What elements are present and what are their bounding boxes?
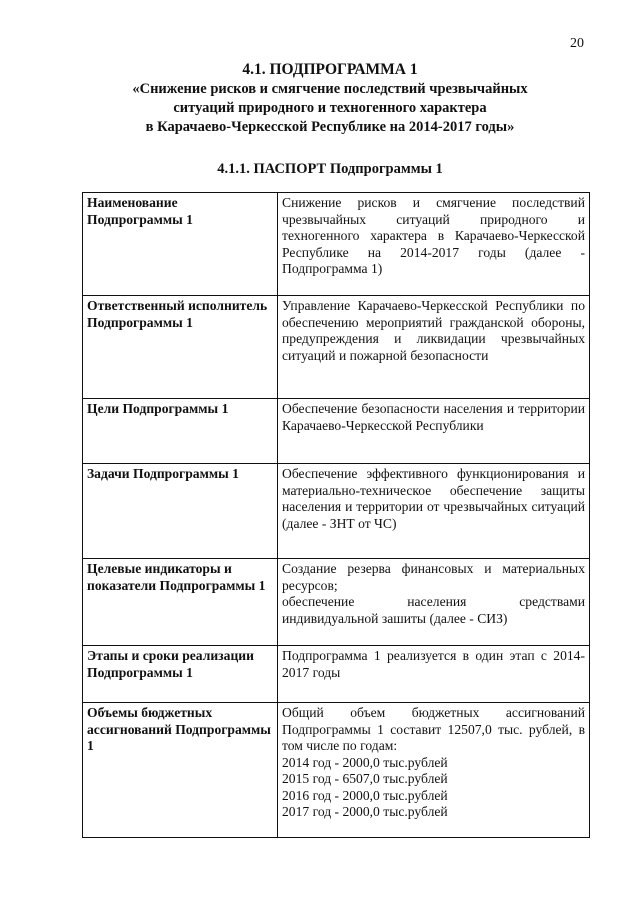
- passport-table: [82, 192, 590, 838]
- row-value: [278, 559, 590, 646]
- budget-year-line: 2015 год - 6507,0 тыс.рублей: [282, 771, 448, 786]
- subprogram-title: 4.1. ПОДПРОГРАММА 1: [242, 61, 418, 78]
- subprogram-name-line-3: в Карачаево-Черкесской Республике на 2014-2017 годы»: [145, 119, 515, 135]
- table-row: [83, 646, 590, 703]
- row-label: Наименование Подпрограммы 1: [83, 193, 278, 296]
- row-label: Задачи Подпрограммы 1: [83, 464, 278, 559]
- document-heading: [60, 60, 600, 137]
- budget-year-line: 2016 год - 2000,0 тыс.рублей: [282, 787, 448, 803]
- row-label: Ответственный исполнитель Подпрограммы 1: [83, 296, 278, 399]
- row-label: Цели Подпрограммы 1: [83, 399, 278, 464]
- indicator-line: обеспечение населения средствами индивидуальной зашиты (далее - СИЗ): [282, 594, 585, 626]
- table-row: [83, 703, 590, 838]
- budget-total-text: Общий объем бюджетных ассигнований Подпрограммы 1 составит 12507,0 тыс. рублей, в том числе по годам:: [282, 705, 585, 753]
- table-row: [83, 559, 590, 646]
- page-number: 20: [570, 36, 584, 51]
- subprogram-name-line-1: «Снижение рисков и смягчение последствий чрезвычайных: [132, 81, 528, 97]
- budget-year-line: 2014 год - 2000,0 тыс.рублей: [282, 754, 448, 770]
- table-row: [83, 464, 590, 559]
- subprogram-name-line-2: ситуаций природного и техногенного характера: [173, 100, 487, 116]
- table-row: [83, 193, 590, 296]
- indicator-line: Создание резерва финансовых и материальных ресурсов;: [282, 561, 585, 593]
- row-value: Управление Карачаево-Черкесской Республики по обеспечению мероприятий гражданской обороны, предупреждения и ликвидации чрезвычайных ситуаций и пожарной безопасности: [278, 296, 590, 399]
- row-label: Объемы бюджетных ассигнований Подпрограммы 1: [83, 703, 278, 838]
- row-value: Снижение рисков и смягчение последствий чрезвычайных ситуаций природного и техногенного характера в Карачаево-Черкесской Республике на 2014-2017 годы (далее - Подпрограмма 1): [278, 193, 590, 296]
- row-label: Этапы и сроки реализации Подпрограммы 1: [83, 646, 278, 703]
- row-label: Целевые индикаторы и показатели Подпрограммы 1: [83, 559, 278, 646]
- table-row: [83, 296, 590, 399]
- row-value: [278, 703, 590, 838]
- passport-title: 4.1.1. ПАСПОРТ Подпрограммы 1: [217, 161, 443, 177]
- budget-year-line: 2017 год - 2000,0 тыс.рублей: [282, 804, 448, 819]
- row-value: Обеспечение безопасности населения и территории Карачаево-Черкесской Республики: [278, 399, 590, 464]
- row-value: Обеспечение эффективного функционирования и материально-техническое обеспечение защиты населения и территории от чрезвычайных ситуаций (далее - ЗНТ от ЧС): [278, 464, 590, 559]
- table-row: [83, 399, 590, 464]
- row-value: Подпрограмма 1 реализуется в один этап с 2014-2017 годы: [278, 646, 590, 703]
